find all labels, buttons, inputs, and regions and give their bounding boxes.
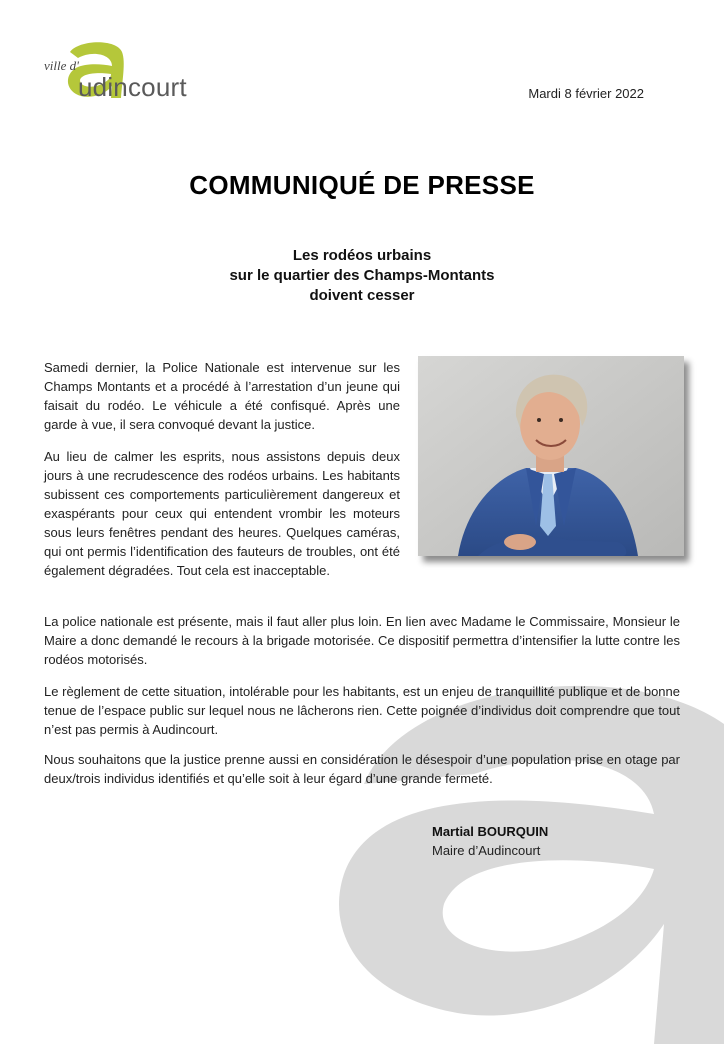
- subtitle-line: sur le quartier des Champs-Montants: [229, 267, 495, 284]
- page-title: COMMUNIQUÉ DE PRESSE: [189, 170, 535, 200]
- subtitle: [0, 246, 724, 306]
- body-paragraph-1: Samedi dernier, la Police Nationale est intervenue sur les Champs Montants et a procédé à l’arrestation d’un jeune qui faisait du rodéo. Le véhicule a été confisqué. Après une garde à vue, il sera convoqué devant la justice.: [44, 360, 400, 432]
- subtitle-line: Les rodéos urbains: [292, 247, 432, 264]
- body-paragraph-3: La police nationale est présente, mais il faut aller plus loin. En lien avec Madame le Commissaire, Monsieur le Maire a donc demandé le recours à la brigade motorisée. Ce dispositif permettra d’intensifier la lutte contre les rodéos motorisés.: [44, 614, 680, 667]
- signature-role: Maire d’Audincourt: [432, 843, 541, 858]
- city-logo: [40, 38, 230, 108]
- press-date: Mardi 8 février 2022: [528, 86, 644, 101]
- mayor-portrait-photo: [418, 356, 684, 556]
- body-paragraph-2: Au lieu de calmer les esprits, nous assistons depuis deux jours à une recrudescence des rodéos urbains. Les habitants subissent ces comportements particulièrement dangereux et exaspérants pour ceux qui entendent vrombir les moteurs sous leurs fenêtres pendant des heures. Quelques caméras, qui ont permis l’identification des fauteurs de troubles, ont été également dégradées. Tout cela est inacceptable.: [44, 449, 400, 578]
- logo-city-name: udincourt: [78, 72, 187, 102]
- body-paragraph-5: Nous souhaitons que la justice prenne aussi en considération le désespoir d’une population prise en otage par deux/trois individus identifiés et qu’elle soit à leur égard d’une grande fermeté.: [44, 752, 680, 786]
- subtitle-line: doivent cesser: [309, 287, 415, 304]
- body-paragraph-4: Le règlement de cette situation, intolérable pour les habitants, est un enjeu de tranquillité publique et de bonne tenue de l’espace public sur lequel nous ne lâcherons rien. Cette poignée d’individus doit comprendre que tout n’est pas permis à Audincourt.: [44, 684, 680, 737]
- signature-name: Martial BOURQUIN: [432, 824, 549, 839]
- signature-block: [432, 822, 548, 860]
- logo-prefix: ville d': [44, 58, 79, 73]
